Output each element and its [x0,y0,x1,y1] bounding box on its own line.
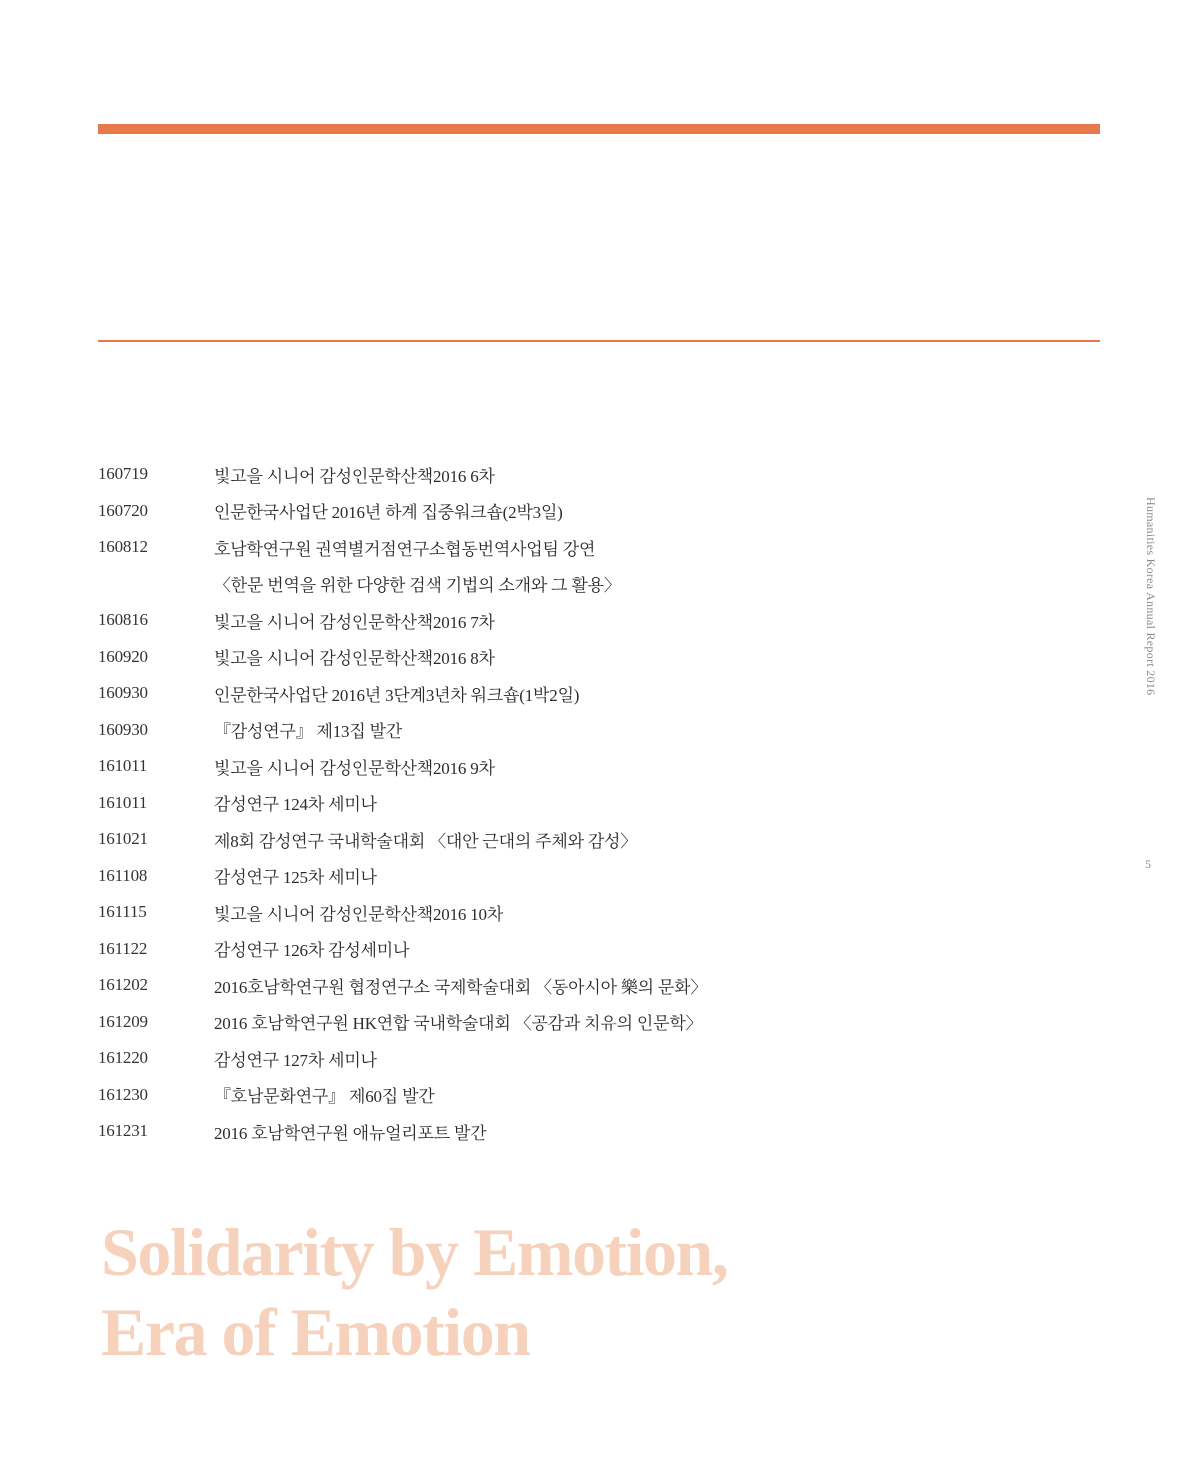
timeline-date: 161115 [98,902,147,922]
timeline-row [98,493,998,530]
timeline-date: 161230 [98,1084,148,1104]
page-number: 5 [1145,857,1151,871]
timeline-date: 161108 [98,865,148,885]
timeline-event: 인문한국사업단 2016년 3단계3년차 워크숍(1박2일) [214,685,580,705]
timeline-event: 『호남문화연구』 제60집 발간 [214,1087,435,1107]
timeline-row [98,1077,998,1114]
timeline-date: 160719 [98,464,148,484]
timeline-event: 빛고을 시니어 감성인문학산책2016 9차 [214,758,495,778]
timeline-row [98,456,998,493]
timeline-event: 2016 호남학연구원 애뉴얼리포트 발간 [214,1123,487,1143]
timeline-event: 빛고을 시니어 감성인문학산책2016 7차 [214,612,495,632]
timeline-row [98,821,998,858]
timeline-date: 161011 [98,792,148,812]
closing-title-line-1: Solidarity by Emotion, [101,1214,728,1290]
timeline-event: 감성연구 124차 세미나 [214,795,377,815]
timeline-date: 161011 [98,756,148,776]
timeline-date: 161231 [98,1121,148,1141]
timeline-list [98,456,998,1150]
timeline-row [98,1113,998,1150]
timeline-row [98,785,998,822]
timeline-date: 160920 [98,646,148,666]
timeline-event: 감성연구 126차 감성세미나 [214,941,410,961]
timeline-row [98,967,998,1004]
running-header-caption: Humanities Korea Annual Report 2016 [1144,497,1158,696]
timeline-date: 160816 [98,610,148,630]
timeline-row [98,858,998,895]
timeline-event: 〈한문 번역을 위한 다양한 검색 기법의 소개와 그 활용〉 [214,576,621,596]
timeline-row [98,529,998,566]
timeline-event: 빛고을 시니어 감성인문학산책2016 10차 [214,904,504,924]
timeline-date: 160812 [98,537,148,557]
timeline-date: 161209 [98,1011,148,1031]
timeline-date: 160930 [98,683,148,703]
timeline-date: 161202 [98,975,148,995]
timeline-event: 빛고을 시니어 감성인문학산책2016 6차 [214,466,495,486]
closing-title [101,1212,727,1372]
timeline-row [98,931,998,968]
timeline-event: 빛고을 시니어 감성인문학산책2016 8차 [214,649,495,669]
timeline-event: 감성연구 125차 세미나 [214,868,377,888]
timeline-row [98,712,998,749]
timeline-row [98,1040,998,1077]
timeline-event: 제8회 감성연구 국내학술대회 〈대안 근대의 주체와 감성〉 [214,831,638,851]
timeline-row [98,566,998,603]
timeline-row [98,1004,998,1041]
timeline-date: 161021 [98,829,148,849]
timeline-row [98,639,998,676]
closing-title-line-2: Era of Emotion [101,1294,530,1370]
top-accent-rule [98,124,1100,134]
timeline-row [98,748,998,785]
timeline-row [98,894,998,931]
timeline-row [98,675,998,712]
timeline-date: 160930 [98,719,148,739]
timeline-event: 인문한국사업단 2016년 하계 집중워크숍(2박3일) [214,503,563,523]
timeline-date: 160720 [98,500,148,520]
timeline-event: 호남학연구원 권역별거점연구소협동번역사업팀 강연 [214,539,596,559]
timeline-row [98,602,998,639]
section-divider-rule [98,340,1100,342]
timeline-date: 161122 [98,938,148,958]
timeline-event: 2016호남학연구원 협정연구소 국제학술대회 〈동아시아 樂의 문화〉 [214,977,708,997]
timeline-event: 『감성연구』 제13집 발간 [214,722,403,742]
timeline-event: 감성연구 127차 세미나 [214,1050,377,1070]
timeline-date: 161220 [98,1048,148,1068]
timeline-event: 2016 호남학연구원 HK연합 국내학술대회 〈공감과 치유의 인문학〉 [214,1014,703,1034]
